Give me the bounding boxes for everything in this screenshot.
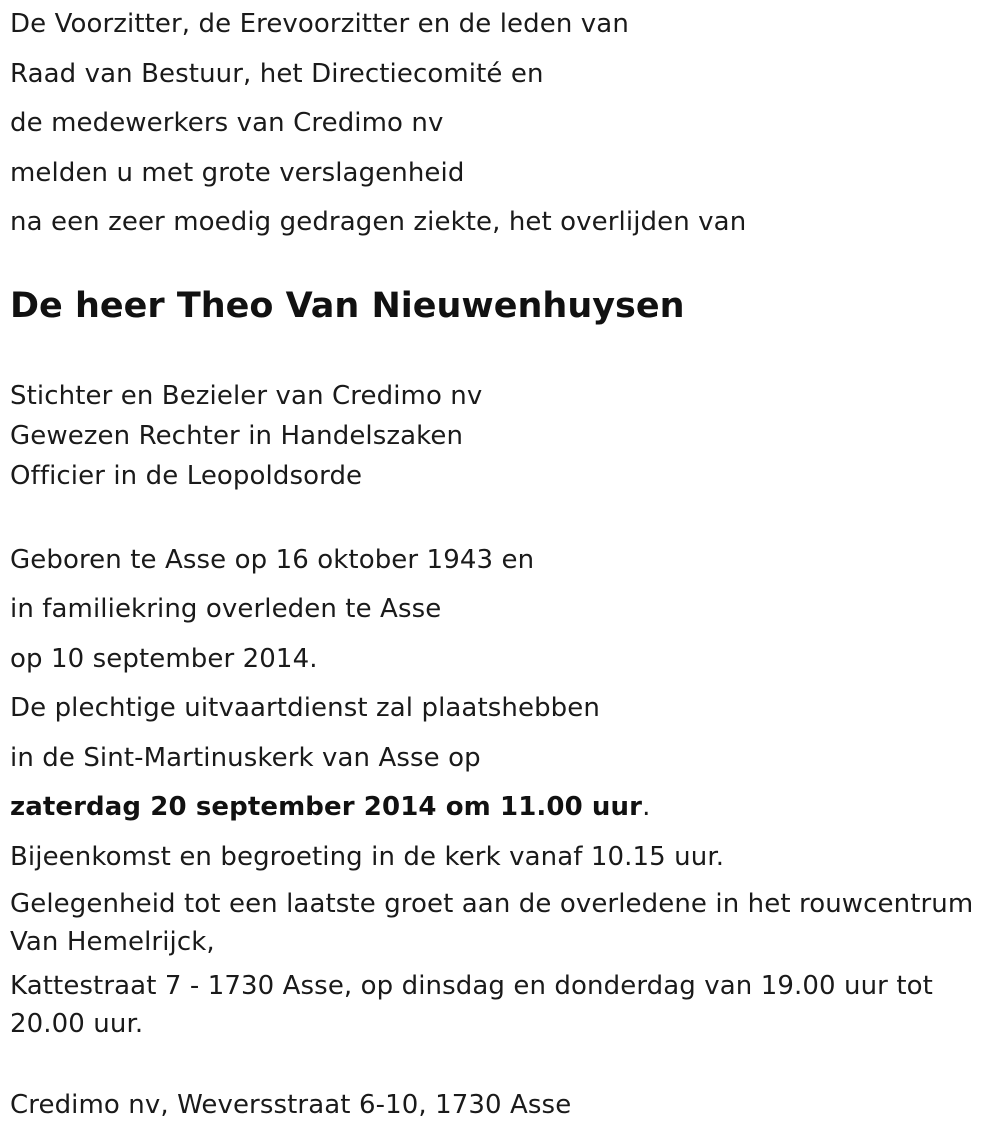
gathering-line: Bijeenkomst en begroeting in de kerk vanaf 10.15 uur.	[10, 841, 725, 872]
farewell-line: Gelegenheid tot een laatste groet aan de overledene in het rouwcentrum Van Hemelrijck,	[10, 889, 974, 957]
intro-block	[10, 0, 990, 248]
intro-line-5: na een zeer moedig gedragen ziekte, het overlijden van	[10, 207, 747, 237]
title-line-3: Officier in de Leopoldsorde	[10, 460, 363, 491]
born-line: Geboren te Asse op 16 oktober 1943 en	[10, 544, 535, 575]
title-line-2: Gewezen Rechter in Handelszaken	[10, 420, 464, 451]
service-datetime-line	[10, 783, 990, 833]
service-datetime-suffix: .	[642, 792, 651, 822]
details-block	[10, 536, 990, 1044]
intro-line-3: de medewerkers van Credimo nv	[10, 108, 444, 138]
footer-address: Credimo nv, Weversstraat 6-10, 1730 Asse	[10, 1090, 572, 1120]
deceased-name: De heer Theo Van Nieuwenhuysen	[10, 285, 685, 326]
service-place-line: in de Sint-Martinuskerk van Asse op	[10, 742, 481, 773]
titles-block	[10, 376, 990, 496]
died-place-line: in familiekring overleden te Asse	[10, 594, 442, 624]
service-intro-line: De plechtige uitvaartdienst zal plaatshebben	[10, 693, 600, 723]
died-date-line: op 10 september 2014.	[10, 643, 318, 674]
title-line-1: Stichter en Bezieler van Credimo nv	[10, 380, 483, 411]
intro-line-4: melden u met grote verslagenheid	[10, 157, 465, 188]
service-datetime: zaterdag 20 september 2014 om 11.00 uur	[10, 792, 643, 822]
death-notice	[10, 0, 990, 1125]
farewell-address-line: Kattestraat 7 - 1730 Asse, op dinsdag en donderdag van 19.00 uur tot 20.00 uur.	[10, 971, 933, 1039]
intro-line-1: De Voorzitter, de Erevoorzitter en de leden van	[10, 9, 629, 39]
intro-line-2: Raad van Bestuur, het Directiecomité en	[10, 58, 544, 89]
